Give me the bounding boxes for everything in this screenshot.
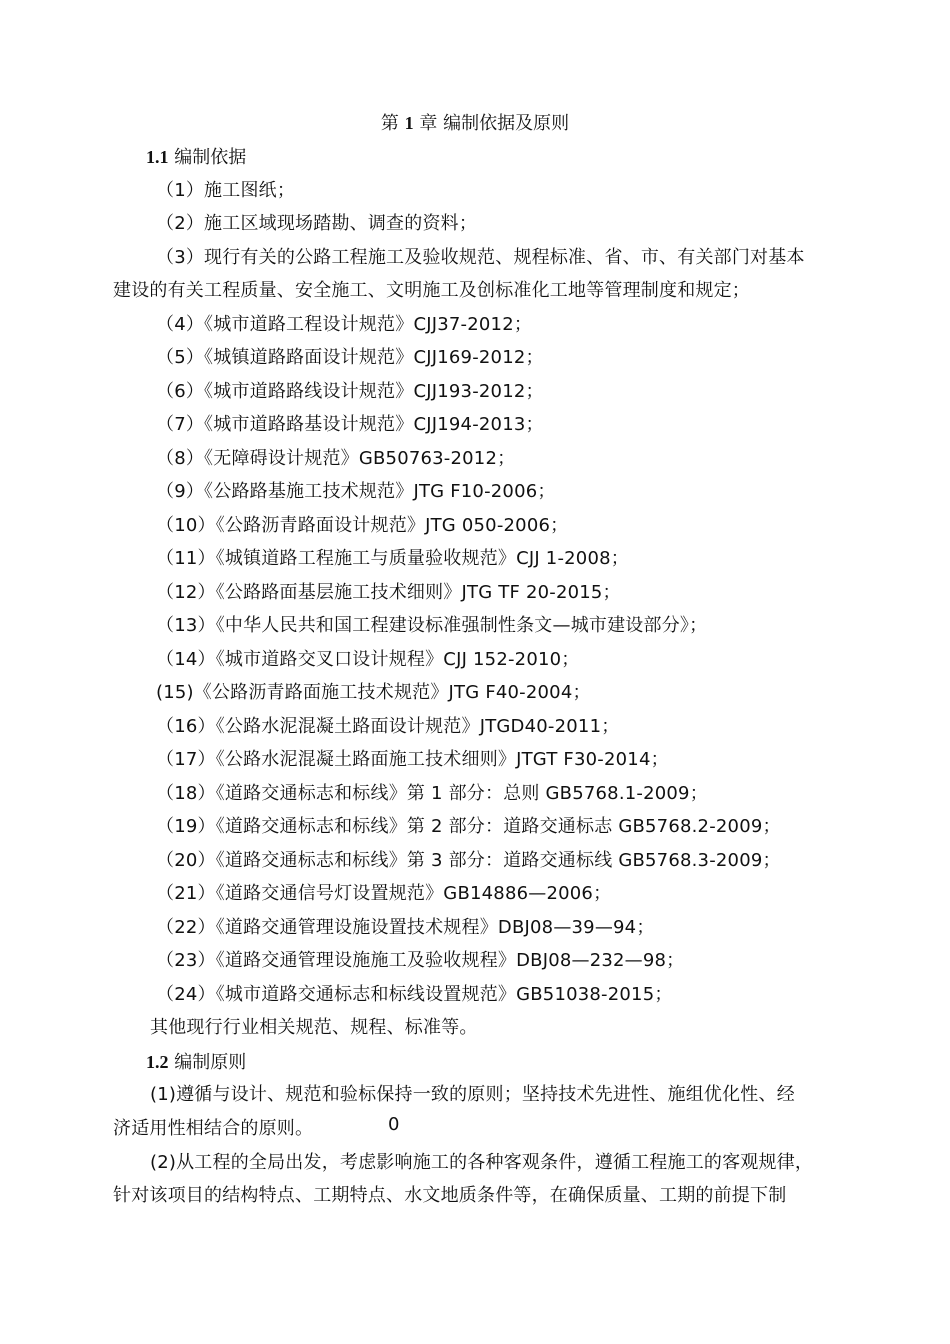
basis-item: （24）《城市道路交通标志和标线设置规范》GB51038-2015； — [156, 984, 673, 1005]
basis-item: (15)《公路沥青路面施工技术规范》JTG F40-2004； — [156, 682, 591, 703]
principle-line: 济适用性相结合的原则。 — [113, 1118, 314, 1139]
chapter-prefix: 第 — [380, 113, 399, 134]
basis-item: （1）施工图纸； — [156, 180, 296, 201]
basis-item: （8）《无障碍设计规范》GB50763-2012； — [156, 448, 516, 469]
basis-item: （16）《公路水泥混凝土路面设计规范》JTGD40-2011； — [156, 716, 620, 737]
section-number: 1.2 — [146, 1052, 169, 1072]
basis-item: （14）《城市道路交叉口设计规程》CJJ 152-2010； — [156, 649, 580, 670]
basis-item: （12）《公路路面基层施工技术细则》JTG TF 20-2015； — [156, 582, 621, 603]
basis-item: （5）《城镇道路路面设计规范》CJJ169-2012； — [156, 347, 544, 368]
basis-item: 其他现行行业相关规范、规程、标准等。 — [150, 1017, 478, 1038]
basis-item: （10）《公路沥青路面设计规范》JTG 050-2006； — [156, 515, 569, 536]
basis-item: （17）《公路水泥混凝土路面施工技术细则》JTGT F30-2014； — [156, 749, 669, 770]
principle-line: (1)遵循与设计、规范和验标保持一致的原则；坚持技术先进性、施组优化性、经 — [150, 1084, 795, 1105]
section-heading-1-2 — [146, 1051, 246, 1074]
basis-item: （20）《道路交通标志和标线》第 3 部分：道路交通标线 GB5768.3-2009； — [156, 850, 781, 871]
basis-item: （22）《道路交通管理设施设置技术规程》DBJ08—39—94； — [156, 917, 655, 938]
basis-item: （4）《城市道路工程设计规范》CJJ37-2012； — [156, 314, 533, 335]
section-title: 编制原则 — [174, 1052, 247, 1073]
basis-item: （6）《城市道路路线设计规范》CJJ193-2012； — [156, 381, 544, 402]
basis-item: （23）《道路交通管理设施施工及验收规程》DBJ08—232—98； — [156, 950, 685, 971]
chapter-suffix: 章 编制依据及原则 — [419, 113, 570, 134]
section-title: 编制依据 — [174, 147, 247, 168]
principle-line: 针对该项目的结构特点、工期特点、水文地质条件等，在确保质量、工期的前提下制 — [113, 1185, 787, 1206]
basis-item: （11）《城镇道路工程施工与质量验收规范》CJJ 1-2008； — [156, 548, 629, 569]
basis-item: （7）《城市道路路基设计规范》CJJ194-2013； — [156, 414, 544, 435]
basis-item: （9）《公路路基施工技术规范》JTG F10-2006； — [156, 481, 556, 502]
basis-item-continuation: 建设的有关工程质量、安全施工、文明施工及创标准化工地等管理制度和规定； — [113, 280, 750, 301]
basis-item: （13）《中华人民共和国工程建设标准强制性条文—城市建设部分》； — [156, 615, 708, 636]
principle-line: (2)从工程的全局出发，考虑影响施工的各种客观条件，遵循工程施工的客观规律， — [150, 1152, 814, 1173]
basis-item: （3）现行有关的公路工程施工及验收规范、规程标准、省、市、有关部门对基本 — [156, 247, 805, 268]
section-heading-1-1 — [146, 146, 246, 169]
chapter-title — [0, 112, 950, 135]
basis-item: （18）《道路交通标志和标线》第 1 部分：总则 GB5768.1-2009； — [156, 783, 708, 804]
basis-item: （21）《道路交通信号灯设置规范》GB14886—2006； — [156, 883, 612, 904]
chapter-number: 1 — [404, 113, 414, 133]
page-number: 0 — [388, 1114, 400, 1135]
section-number: 1.1 — [146, 147, 169, 167]
basis-item: （2）施工区域现场踏勘、调查的资料； — [156, 213, 478, 234]
basis-item: （19）《道路交通标志和标线》第 2 部分：道路交通标志 GB5768.2-2009； — [156, 816, 781, 837]
